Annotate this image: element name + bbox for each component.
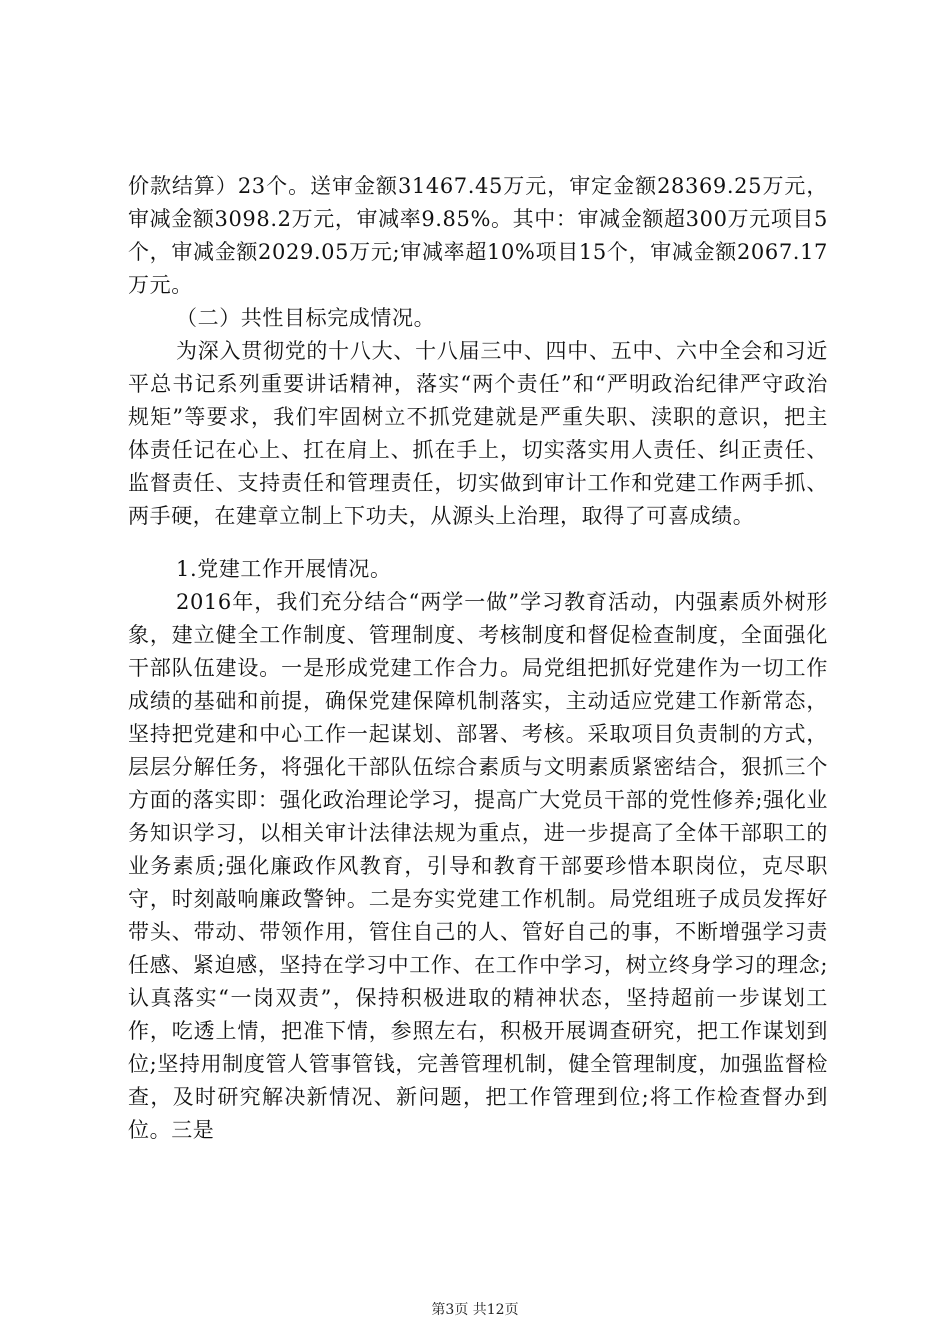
paragraph-audit-figures: 价款结算）23个。送审金额31467.45万元，审定金额28369.25万元，审减金额3098.2万元，审减率9.85%。其中：审减金额超300万元项目5个，审减金额2029.05万元;审减率超10%项目15个，审减金额2067.17万元。 (128, 174, 828, 297)
section-heading-common-goals: （二）共性目标完成情况。 (176, 306, 436, 330)
paragraph-party-responsibility: 为深入贯彻党的十八大、十八届三中、四中、五中、六中全会和习近平总书记系列重要讲话精神，落实“两个责任”和“严明政治纪律严守政治规矩”等要求，我们牢固树立不抓党建就是严重失职、渎职的意识，把主体责任记在心上、扛在肩上、抓在手上，切实落实用人责任、纠正责任、监督责任、支持责任和管理责任，切实做到审计工作和党建工作两手抓、两手硬，在建章立制上下功夫，从源头上治理，取得了可喜成绩。 (128, 339, 828, 528)
document-body (128, 170, 828, 1147)
paragraph-spacer (128, 533, 828, 553)
page-footer: 第3页 共12页 (431, 1302, 519, 1318)
paragraph-party-building-details: 2016年，我们充分结合“两学一做”学习教育活动，内强素质外树形象，建立健全工作制度、管理制度、考核制度和督促检查制度，全面强化干部队伍建设。一是形成党建工作合力。局党组把抓好党建作为一切工作成绩的基础和前提，确保党建保障机制落实，主动适应党建工作新常态，坚持把党建和中心工作一起谋划、部署、考核。采取项目负责制的方式，层层分解任务，将强化干部队伍综合素质与文明素质紧密结合，狠抓三个方面的落实即：强化政治理论学习，提高广大党员干部的党性修养;强化业务知识学习，以相关审计法律法规为重点，进一步提高了全体干部职工的业务素质;强化廉政作风教育，引导和教育干部要珍惜本职岗位，克尽职守，时刻敲响廉政警钟。二是夯实党建工作机制。局党组班子成员发挥好带头、带动、带领作用，管住自己的人、管好自己的事，不断增强学习责任感、紧迫感，坚持在学习中工作、在工作中学习，树立终身学习的理念;认真落实“一岗双责”，保持积极进取的精神状态，坚持超前一步谋划工作，吃透上情，把准下情，参照左右，积极开展调查研究，把工作谋划到位;坚持用制度管人管事管钱，完善管理机制，健全管理制度，加强监督检查，及时研究解决新情况、新问题，把工作管理到位;将工作检查督办到位。三是 (128, 590, 828, 1142)
subheading-party-building: 1.党建工作开展情况。 (176, 557, 392, 581)
